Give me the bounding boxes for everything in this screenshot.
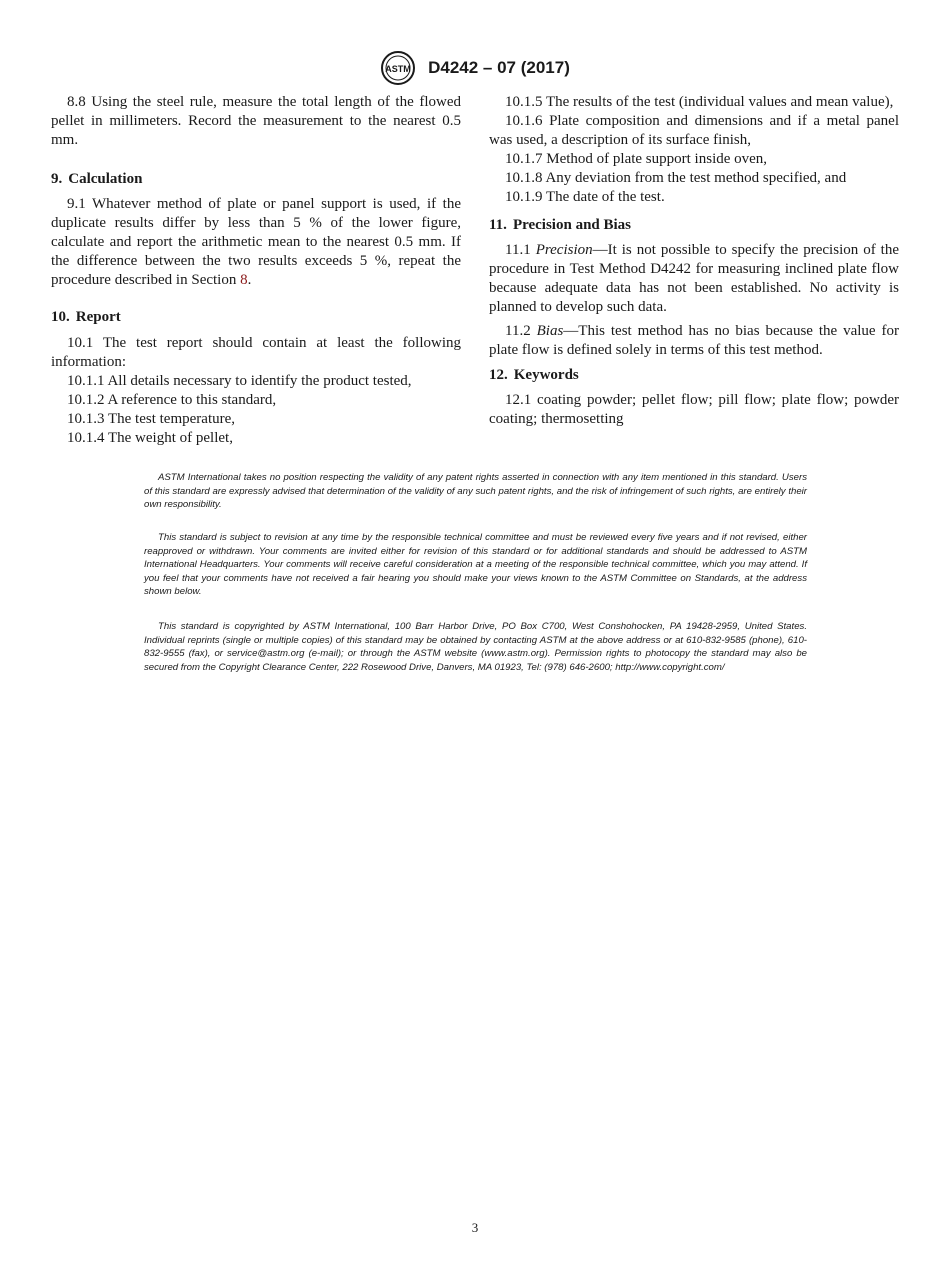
paragraph-number: 12.1 [505,392,532,408]
paragraph-number: 9.1 [67,196,86,212]
paragraph-number: 10.1 [67,335,94,351]
section-heading-10 [51,308,461,327]
paragraph-text: coating powder; pellet flow; pill flow; plate flow; powder coating; thermosetting [489,392,900,427]
item-text: The weight of pellet, [107,430,233,446]
item-text: Any deviation from the test method specified, and [545,170,847,186]
paragraph-10-1 [51,334,461,372]
section-heading-12 [489,366,899,385]
item-number: 10.1.1 [67,373,105,389]
section-heading-9 [51,170,461,189]
term-bias: Bias [536,323,564,339]
section-heading-11 [489,216,899,235]
paragraph-12-1 [489,391,899,429]
page-number: 3 [471,1220,479,1235]
list-item-10-1-7 [489,150,899,169]
paragraph-11-2 [489,322,899,360]
footer-patent-notice [144,471,807,512]
astm-logo-text: ASTM [385,64,411,74]
item-text: The results of the test (individual values and mean value), [545,94,894,110]
section-title: Keywords [513,367,579,383]
paragraph-number: 11.2 [505,323,531,339]
item-number: 10.1.2 [67,392,105,408]
item-number: 10.1.5 [505,94,543,110]
item-number: 10.1.3 [67,411,105,427]
astm-logo-icon [380,50,416,86]
footer-revision-notice [144,531,807,599]
item-text: Plate composition and dimensions and if a metal panel was used, a description of its surface finish, [489,113,899,148]
left-column [51,93,461,448]
item-number: 10.1.4 [67,430,105,446]
footer-copyright-notice [144,620,807,674]
list-item-10-1-1 [51,372,461,391]
section-number: 9. [51,171,63,187]
paragraph-number: 11.1 [505,242,531,258]
paragraph-9-1 [51,195,461,290]
document-designation: D4242 – 07 (2017) [428,58,570,77]
paragraph-8-8 [51,93,461,150]
section-title: Calculation [68,171,143,187]
term-precision: Precision [535,242,593,258]
paragraph-end: . [247,272,252,288]
list-item-10-1-3 [51,410,461,429]
list-item-10-1-5 [489,93,899,112]
section-number: 12. [489,367,508,383]
list-item-10-1-9 [489,188,899,207]
item-text: The test temperature, [107,411,236,427]
item-text: A reference to this standard, [107,392,277,408]
item-text: Method of plate support inside oven, [546,151,768,167]
item-number: 10.1.7 [505,151,543,167]
paragraph-11-1 [489,241,899,317]
item-text: The date of the test. [545,189,665,205]
item-number: 10.1.8 [505,170,543,186]
section-title: Precision and Bias [512,217,632,233]
section-title: Report [75,309,121,325]
paragraph-text: Using the steel rule, measure the total length of the flowed pellet in millimeters. Record the measurement to the nearest 0.5 mm. [51,94,461,148]
paragraph-text: The test report should contain at least the following information: [51,335,461,370]
paragraph-text: —It is not possible to specify the precision of the procedure in Test Method D4242 for measuring inclined plate flow because adequate data has not been established. No activity is planned to develop such data. [489,242,899,315]
list-item-10-1-4 [51,429,461,448]
list-item-10-1-6 [489,112,899,150]
item-number: 10.1.9 [505,189,543,205]
section-number: 10. [51,309,70,325]
paragraph-text: —This test method has no bias because the value for plate flow is defined solely in terms of this test method. [489,323,899,358]
item-number: 10.1.6 [505,113,543,129]
footer-text: This standard is subject to revision at any time by the responsible technical committee and must be reviewed every five years and if not revised, either reapproved or withdrawn. Your comments are invited either for revision of this standard or for additional standards and should be addressed to ASTM International Headquarters. Your comments will receive careful consideration at a meeting of the responsible technical committee, which you may attend. If you feel that your comments have not received a fair hearing you should make your views known to the ASTM Committee on Standards, at the address shown below. [144,532,807,598]
right-column [489,93,899,429]
item-text: All details necessary to identify the product tested, [107,373,412,389]
page-header [0,50,950,86]
paragraph-text: Whatever method of plate or panel support is used, if the duplicate results differ by less than 5 % of the lower figure, calculate and report the arithmetic mean to the nearest 0.5 mm. If the difference between the two results exceeds 5 %, repeat the procedure described in Section [51,196,461,288]
list-item-10-1-2 [51,391,461,410]
footer-text: ASTM International takes no position respecting the validity of any patent rights asserted in connection with any item mentioned in this standard. Users of this standard are expressly advised that determination of the validity of any such patent rights, and the risk of infringement of such rights, are entirely their own responsibility. [144,472,807,511]
list-item-10-1-8 [489,169,899,188]
section-number: 11. [489,217,507,233]
section-8-link[interactable]: 8 [240,272,248,288]
paragraph-number: 8.8 [67,94,86,110]
footer-text: This standard is copyrighted by ASTM International, 100 Barr Harbor Drive, PO Box C700, West Conshohocken, PA 19428-2959, United States. Individual reprints (single or multiple copies) of this standard may be obtained by contacting ASTM at the above address or at 610-832-9585 (phone), 610-832-9555 (fax), or service@astm.org (e-mail); or through the ASTM website (www.astm.org). Permission rights to photocopy the standard may also be secured from the Copyright Clearance Center, 222 Rosewood Drive, Danvers, MA 01923, Tel: (978) 646-2600; http://www.copyright.com/ [144,621,807,673]
